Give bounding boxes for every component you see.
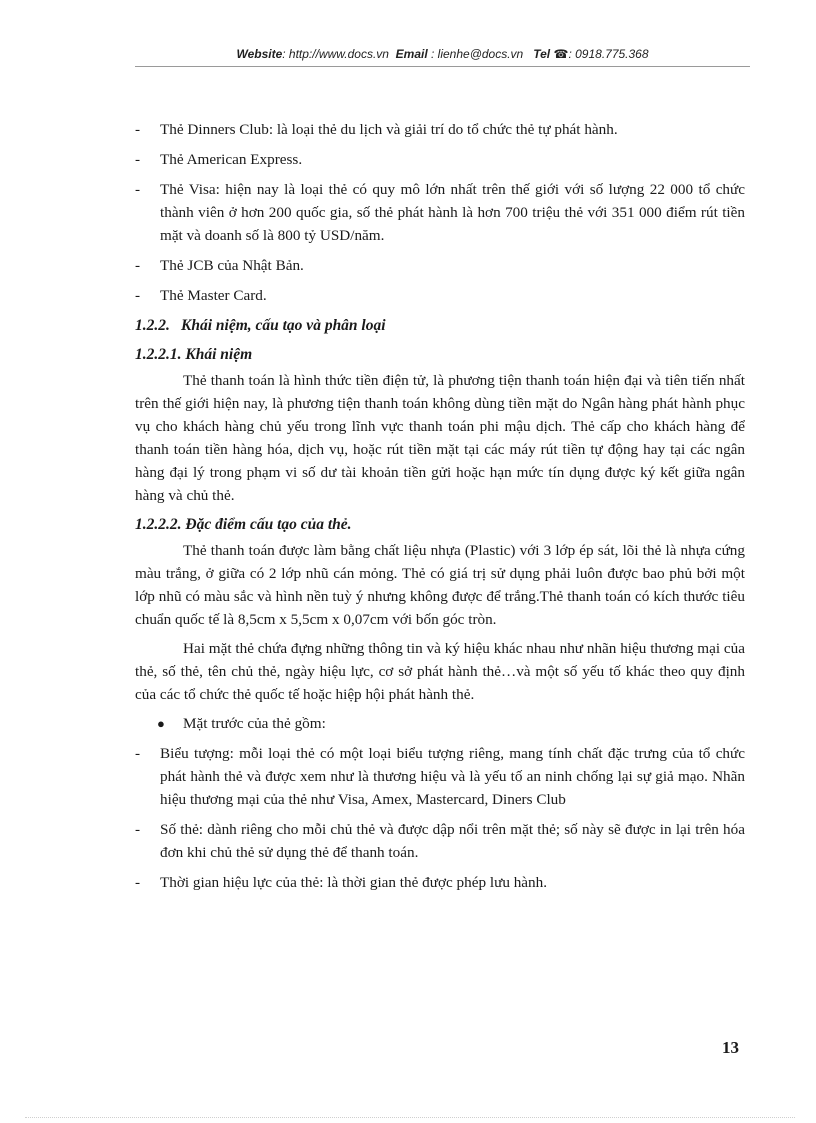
dash-marker: - — [135, 821, 141, 838]
list-item — [135, 871, 745, 894]
page-number: 13 — [722, 1038, 739, 1057]
website-label: Website — [236, 47, 283, 61]
page-content — [135, 118, 745, 901]
paragraph-card-faces: Hai mặt thẻ chứa đựng những thông tin và ký hiệu khác nhau như nhãn hiệu thương mại của thẻ, số thẻ, tên chủ thẻ, ngày hiệu lực, cơ sở phát hành thẻ…và một số yếu tố khác theo quy định của các tổ chức thẻ quốc tế hoặc hiệp hội phát hành thẻ. — [135, 640, 745, 703]
list-item — [135, 118, 745, 141]
header-divider — [135, 66, 750, 67]
tel-value: : 0918.775.368 — [568, 47, 649, 61]
dash-marker: - — [135, 151, 141, 168]
section-number: 1.2.2. — [135, 317, 170, 334]
list-item-text: Thời gian hiệu lực của thẻ: là thời gian thẻ được phép lưu hành. — [160, 874, 548, 891]
dash-marker: - — [135, 121, 141, 138]
footer-divider — [25, 1117, 795, 1118]
list-item-text: Thẻ JCB của Nhật Bản. — [160, 257, 304, 274]
section-title: Khái niệm, cấu tạo và phân loại — [181, 317, 386, 334]
section-heading-1-2-2-2: 1.2.2.2. Đặc điểm cấu tạo của thẻ. — [135, 516, 352, 533]
dash-marker: - — [135, 874, 141, 891]
list-item — [135, 818, 745, 864]
bullet-icon: ● — [157, 716, 165, 731]
list-item — [135, 254, 745, 277]
list-item-text: Biểu tượng: mỗi loại thẻ có một loại biểu tượng riêng, mang tính chất đặc trưng của tổ chức phát hành thẻ và được xem như là thương hiệu và là yếu tố an ninh chống lại sự giả mạo. Nhãn hiệu thương mại của thẻ như Visa, Amex, Mastercard, Diners Club — [160, 745, 745, 808]
phone-icon: ☎ — [553, 47, 569, 61]
list-item — [135, 742, 745, 811]
bullet-text: Mặt trước của thẻ gồm: — [183, 715, 326, 732]
list-item-text: Số thẻ: dành riêng cho mỗi chủ thẻ và được dập nổi trên mặt thẻ; số này sẽ được in lại trên hóa đơn khi chủ thẻ sử dụng thẻ để thanh toán. — [160, 821, 745, 861]
dash-marker: - — [135, 287, 141, 304]
list-item-text: Thẻ Dinners Club: là loại thẻ du lịch và giải trí do tổ chức thẻ tự phát hành. — [160, 121, 618, 138]
list-item — [135, 178, 745, 247]
list-item — [135, 148, 745, 171]
paragraph-definition: Thẻ thanh toán là hình thức tiền điện tử, là phương tiện thanh toán hiện đại và tiên tiến nhất trên thế giới hiện nay, là phương tiện thanh toán không dùng tiền mặt do Ngân hàng phát hành phục vụ cho khách hàng chủ yếu trong lĩnh vực thanh toán phi mậu dịch. Thẻ cấp cho khách hàng để thanh toán tiền hàng hóa, dịch vụ, hoặc rút tiền mặt tại các máy rút tiền tự động hay tại các ngân hàng đại lý trong phạm vi số dư tài khoản tiền gửi hoặc hạn mức tín dụng được ký kết giữa ngân hàng và chủ thẻ. — [135, 372, 745, 504]
bullet-item — [135, 712, 745, 735]
section-heading-1-2-2-1: 1.2.2.1. Khái niệm — [135, 346, 253, 363]
page-header — [135, 47, 750, 61]
dash-marker: - — [135, 181, 141, 198]
list-item-text: Thẻ Visa: hiện nay là loại thẻ có quy mô lớn nhất trên thế giới với số lượng 22 000 tổ chức thành viên ở hơn 200 quốc gia, số thẻ phát hành là hơn 700 triệu thẻ với 351 000 điểm rút tiền mặt và doanh số là 800 tỷ USD/năm. — [160, 181, 745, 244]
dash-marker: - — [135, 257, 141, 274]
email-value: : lienhe@docs.vn — [431, 47, 524, 61]
email-label: Email — [395, 47, 428, 61]
tel-label: Tel — [533, 47, 551, 61]
paragraph-structure: Thẻ thanh toán được làm bằng chất liệu nhựa (Plastic) với 3 lớp ép sát, lõi thẻ là nhựa cứng màu trắng, ở giữa có 2 lớp nhũ cán mỏng. Thẻ có giá trị sử dụng phải luôn được bao phủ bởi một lớp nhũ có màu sắc và hình nền tuỳ ý nhưng không được để trắng.Thẻ thanh toán có kích thước tiêu chuẩn quốc tế là 8,5cm x 5,5cm x 0,07cm với bốn góc tròn. — [135, 542, 745, 628]
list-item-text: Thẻ American Express. — [160, 151, 303, 168]
list-item-text: Thẻ Master Card. — [160, 287, 267, 304]
dash-marker: - — [135, 745, 141, 762]
list-item — [135, 284, 745, 307]
website-value: : http://www.docs.vn — [282, 47, 389, 61]
section-heading-1-2-2 — [135, 314, 745, 337]
